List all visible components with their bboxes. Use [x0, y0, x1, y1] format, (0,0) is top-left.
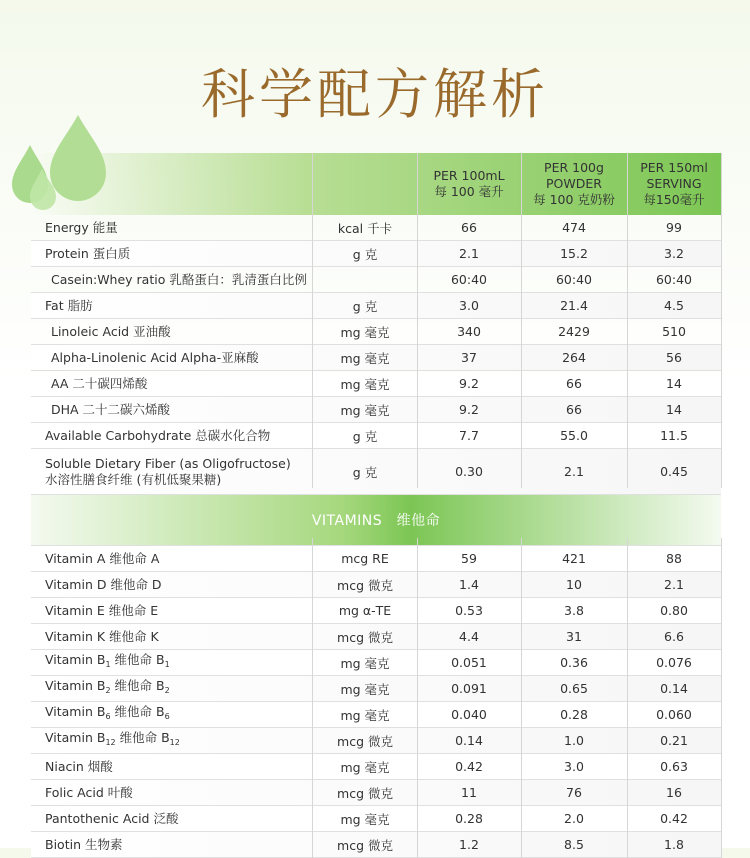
table-row — [31, 371, 721, 397]
cell-v1: 66 — [461, 220, 477, 235]
cell-v3: 14 — [666, 376, 682, 391]
cell-v1: 59 — [461, 551, 477, 566]
cell-v1: 0.051 — [451, 655, 487, 670]
cell-unit: mg α-TE — [338, 603, 392, 618]
table-row — [31, 572, 721, 598]
cell-v2: 474 — [562, 220, 586, 235]
nutrient-rows — [31, 215, 721, 495]
nutrition-table — [31, 153, 721, 858]
table-row — [31, 806, 721, 832]
vitamin-rows — [31, 546, 721, 858]
cell-v1: 4.4 — [459, 629, 479, 644]
cell-v2: 0.65 — [560, 681, 588, 696]
cell-unit: mcg 微克 — [337, 577, 393, 593]
cell-v3: 0.42 — [660, 811, 688, 826]
cell-v1: 0.30 — [455, 464, 483, 479]
cell-v1: 37 — [461, 350, 477, 365]
table-row — [31, 650, 721, 676]
cell-unit — [313, 267, 417, 292]
cell-v2: 3.8 — [564, 603, 584, 618]
cell-v2: 2429 — [558, 324, 590, 339]
cell-v1: 1.2 — [459, 837, 479, 852]
cell-v2: 76 — [566, 785, 582, 800]
nutrient-name: Vitamin $B_1$ 维他命 $B_1$ — [45, 652, 170, 669]
cell-v3: 0.45 — [660, 464, 688, 479]
cell-unit: mcg 微克 — [337, 733, 393, 749]
cell-v2: 31 — [566, 629, 582, 644]
cell-v1: 7.7 — [459, 428, 479, 443]
table-header — [31, 153, 721, 215]
table-row — [31, 345, 721, 371]
cell-unit: g 克 — [352, 464, 378, 480]
cell-unit: mcg 微克 — [337, 629, 393, 645]
nutrient-name: AA 二十碳四烯酸 — [51, 375, 148, 391]
table-row — [31, 702, 721, 728]
table-row — [31, 267, 721, 293]
cell-unit: mcg RE — [341, 551, 389, 566]
cell-v1: 3.0 — [459, 298, 479, 313]
nutrient-name: Vitamin D 维他命 D — [45, 576, 162, 592]
cell-v3: 0.21 — [660, 733, 688, 748]
cell-v3: 4.5 — [664, 298, 684, 313]
cell-v1: 60:40 — [450, 272, 488, 287]
table-row — [31, 215, 721, 241]
cell-unit: kcal 千卡 — [337, 220, 393, 236]
nutrient-name: Alpha-Linolenic Acid Alpha-亚麻酸 — [51, 349, 259, 365]
table-row — [31, 319, 721, 345]
table-row — [31, 624, 721, 650]
cell-v3: 0.80 — [660, 603, 688, 618]
nutrient-name: Vitamin E 维他命 E — [45, 602, 159, 618]
cell-v1: 340 — [457, 324, 481, 339]
cell-v1: 2.1 — [459, 246, 479, 261]
cell-v2: 10 — [566, 577, 582, 592]
cell-v1: 9.2 — [459, 376, 479, 391]
nutrient-name: Casein:Whey ratio 乳酪蛋白：乳清蛋白比例 — [51, 271, 307, 287]
header-per-100g: PER 100g POWDER 每 100 克奶粉 — [533, 160, 615, 207]
nutrient-name: Vitamin $B_6$ 维他命 $B_6$ — [45, 704, 170, 721]
cell-v3: 60:40 — [655, 272, 693, 287]
cell-v2: 0.36 — [560, 655, 588, 670]
cell-unit: mg 毫克 — [340, 759, 390, 775]
cell-v1: 0.28 — [455, 811, 483, 826]
divider — [627, 153, 628, 488]
cell-v2: 21.4 — [560, 298, 588, 313]
table-row — [31, 423, 721, 449]
cell-v3: 56 — [666, 350, 682, 365]
cell-unit: mg 毫克 — [340, 402, 390, 418]
table-row — [31, 676, 721, 702]
cell-v2: 2.1 — [564, 464, 584, 479]
cell-v3: 0.060 — [656, 707, 692, 722]
divider — [521, 538, 522, 858]
cell-v2: 0.28 — [560, 707, 588, 722]
nutrient-name: Linoleic Acid 亚油酸 — [51, 323, 171, 339]
cell-v3: 510 — [662, 324, 686, 339]
cell-unit: mg 毫克 — [340, 324, 390, 340]
cell-v1: 0.53 — [455, 603, 483, 618]
nutrient-name: Biotin 生物素 — [45, 836, 123, 852]
cell-v2: 8.5 — [564, 837, 584, 852]
nutrient-name: Folic Acid 叶酸 — [45, 784, 133, 800]
header-per-150ml: PER 150ml SERVING 每150毫升 — [640, 160, 708, 207]
cell-v1: 0.040 — [451, 707, 487, 722]
nutrient-name: Vitamin $B_2$ 维他命 $B_2$ — [45, 678, 170, 695]
nutrient-name: Energy 能量 — [45, 219, 118, 235]
divider — [721, 538, 722, 858]
cell-v3: 88 — [666, 551, 682, 566]
cell-v3: 6.6 — [664, 629, 684, 644]
cell-v3: 99 — [666, 220, 682, 235]
cell-v2: 15.2 — [560, 246, 588, 261]
nutrient-name: Vitamin $B_{12}$ 维他命 $B_{12}$ — [45, 730, 180, 747]
nutrient-name: Vitamin A 维他命 A — [45, 550, 160, 566]
cell-v3: 3.2 — [664, 246, 684, 261]
cell-unit: mcg 微克 — [337, 785, 393, 801]
nutrient-name: Protein 蛋白质 — [45, 245, 131, 261]
table-row — [31, 293, 721, 319]
cell-unit: mg 毫克 — [340, 681, 390, 697]
vitamins-heading: VITAMINS 维他命 — [31, 495, 721, 546]
divider — [627, 538, 628, 858]
cell-unit: mg 毫克 — [340, 655, 390, 671]
nutrient-name: Soluble Dietary Fiber (as Oligofructose) 水溶性膳食纤维 (有机低聚果糖) — [45, 455, 291, 487]
table-row — [31, 728, 721, 754]
cell-v3: 16 — [666, 785, 682, 800]
table-row — [31, 832, 721, 858]
cell-unit: mcg 微克 — [337, 837, 393, 853]
nutrient-name: Niacin 烟酸 — [45, 758, 113, 774]
table-row — [31, 598, 721, 624]
cell-v2: 421 — [562, 551, 586, 566]
cell-v3: 0.63 — [660, 759, 688, 774]
cell-unit: g 克 — [352, 298, 378, 314]
nutrient-name: Available Carbohydrate 总碳水化合物 — [45, 427, 271, 443]
cell-v2: 60:40 — [555, 272, 593, 287]
nutrient-name: Pantothenic Acid 泛酸 — [45, 810, 179, 826]
cell-v2: 55.0 — [560, 428, 588, 443]
page-title: 科学配方解析 — [201, 63, 549, 126]
nutrient-name: Fat 脂肪 — [45, 297, 93, 313]
cell-v1: 0.14 — [455, 733, 483, 748]
cell-unit: g 克 — [352, 246, 378, 262]
cell-v3: 0.076 — [656, 655, 692, 670]
table-row — [31, 397, 721, 423]
table-row — [31, 241, 721, 267]
cell-v3: 14 — [666, 402, 682, 417]
header-per-100ml: PER 100mL 每 100 毫升 — [433, 168, 505, 199]
cell-v3: 1.8 — [664, 837, 684, 852]
cell-v1: 11 — [461, 785, 477, 800]
cell-v1: 9.2 — [459, 402, 479, 417]
divider — [312, 538, 313, 858]
cell-unit: g 克 — [352, 428, 378, 444]
table-row — [31, 449, 721, 495]
cell-unit: mg 毫克 — [340, 376, 390, 392]
cell-unit: mg 毫克 — [340, 350, 390, 366]
table-row — [31, 754, 721, 780]
divider — [312, 153, 313, 488]
cell-unit: mg 毫克 — [340, 707, 390, 723]
divider — [721, 153, 722, 488]
cell-v3: 11.5 — [660, 428, 688, 443]
cell-v1: 1.4 — [459, 577, 479, 592]
divider — [521, 153, 522, 488]
cell-v2: 1.0 — [564, 733, 584, 748]
nutrient-name: DHA 二十二碳六烯酸 — [51, 401, 171, 417]
cell-v2: 264 — [562, 350, 586, 365]
cell-v2: 66 — [566, 376, 582, 391]
cell-unit: mg 毫克 — [340, 811, 390, 827]
table-row — [31, 546, 721, 572]
cell-v2: 3.0 — [564, 759, 584, 774]
cell-v2: 2.0 — [564, 811, 584, 826]
cell-v3: 2.1 — [664, 577, 684, 592]
cell-v1: 0.42 — [455, 759, 483, 774]
cell-v3: 0.14 — [660, 681, 688, 696]
cell-v1: 0.091 — [451, 681, 487, 696]
divider — [417, 538, 418, 858]
divider — [417, 153, 418, 488]
cell-v2: 66 — [566, 402, 582, 417]
nutrient-name: Vitamin K 维他命 K — [45, 628, 159, 644]
table-row — [31, 780, 721, 806]
